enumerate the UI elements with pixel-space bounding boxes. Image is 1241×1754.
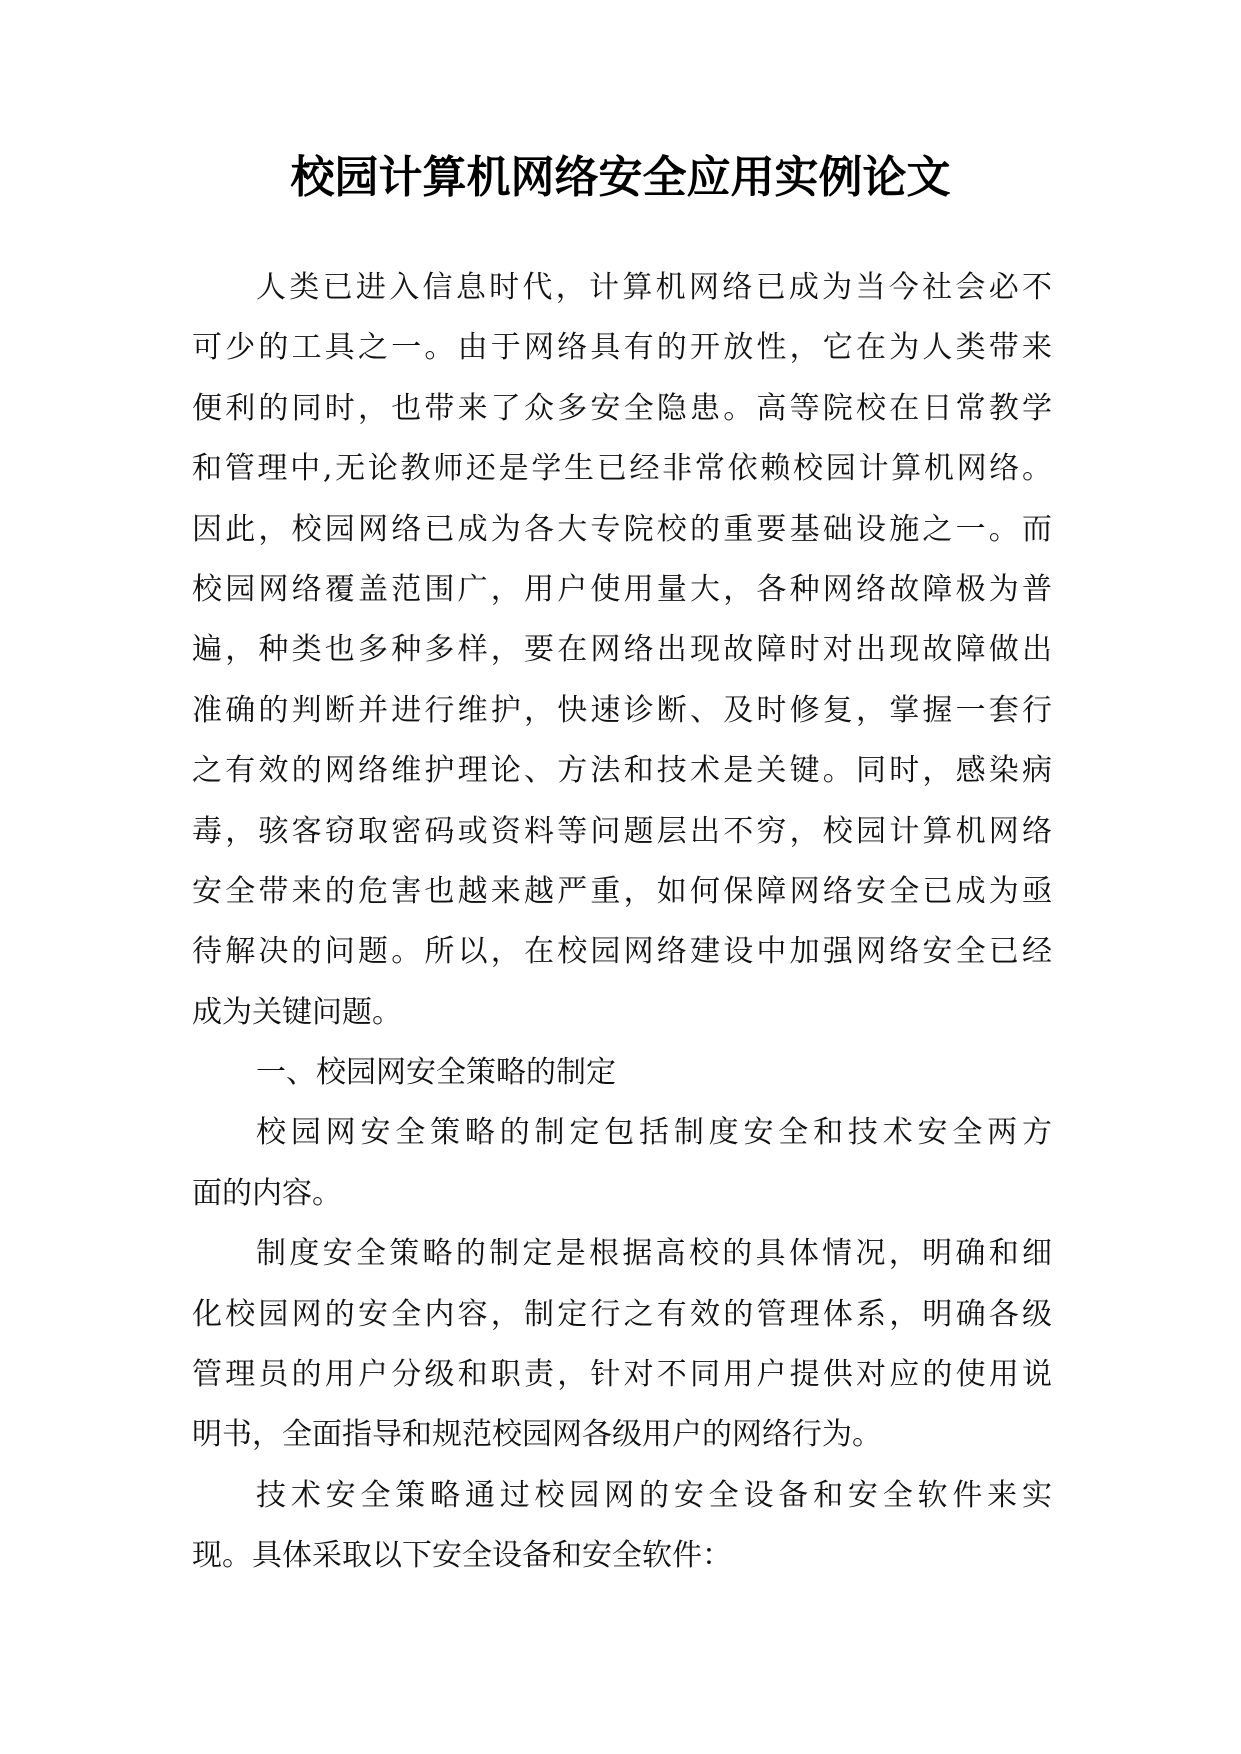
body-text-line: 管理员的用户分级和职责，针对不同用户提供对应的使用说 [192,1357,1052,1393]
body-text-line: 可少的工具之一。由于网络具有的开放性，它在为人类带来 [192,330,1052,366]
body-text-line: 面的内容。 [192,1175,342,1211]
body-text-line: 化校园网的安全内容，制定行之有效的管理体系，明确各级 [192,1296,1052,1332]
body-text-line: 校园网络覆盖范围广，用户使用量大，各种网络故障极为普 [192,571,1052,607]
body-text-line: 之有效的网络维护理论、方法和技术是关键。同时，感染病 [192,753,1052,789]
body-text-line: 制度安全策略的制定是根据高校的具体情况，明确和细 [256,1236,1052,1272]
body-text-line: 现。具体采取以下安全设备和安全软件： [192,1538,732,1574]
body-text-line: 遍，种类也多种多样，要在网络出现故障时对出现故障做出 [192,632,1052,668]
body-text-line: 毒，骇客窃取密码或资料等问题层出不穷，校园计算机网络 [192,813,1052,849]
body-text-line: 便利的同时，也带来了众多安全隐患。高等院校在日常教学 [192,390,1052,426]
document-body [192,258,1052,1587]
document-title: 校园计算机网络安全应用实例论文 [290,152,951,203]
body-text-line: 明书，全面指导和规范校园网各级用户的网络行为。 [192,1417,882,1453]
body-text-line: 校园网安全策略的制定包括制度安全和技术安全两方 [256,1115,1052,1151]
body-text-line: 准确的判断并进行维护，快速诊断、及时修复，掌握一套行 [192,692,1052,728]
body-text-line: 安全带来的危害也越来越严重，如何保障网络安全已成为亟 [192,873,1052,909]
body-text-line: 一、校园网安全策略的制定 [256,1055,616,1091]
body-text-line: 成为关键问题。 [192,994,402,1030]
body-text-line: 人类已进入信息时代，计算机网络已成为当今社会必不 [256,270,1052,305]
body-text-line: 和管理中,无论教师还是学生已经非常依赖校园计算机网络。 [192,451,1052,487]
body-text-line: 技术安全策略通过校园网的安全设备和安全软件来实 [256,1477,1052,1513]
body-text-line: 因此，校园网络已成为各大专院校的重要基础设施之一。而 [192,511,1052,547]
body-text-line: 待解决的问题。所以，在校园网络建设中加强网络安全已经 [192,934,1052,970]
